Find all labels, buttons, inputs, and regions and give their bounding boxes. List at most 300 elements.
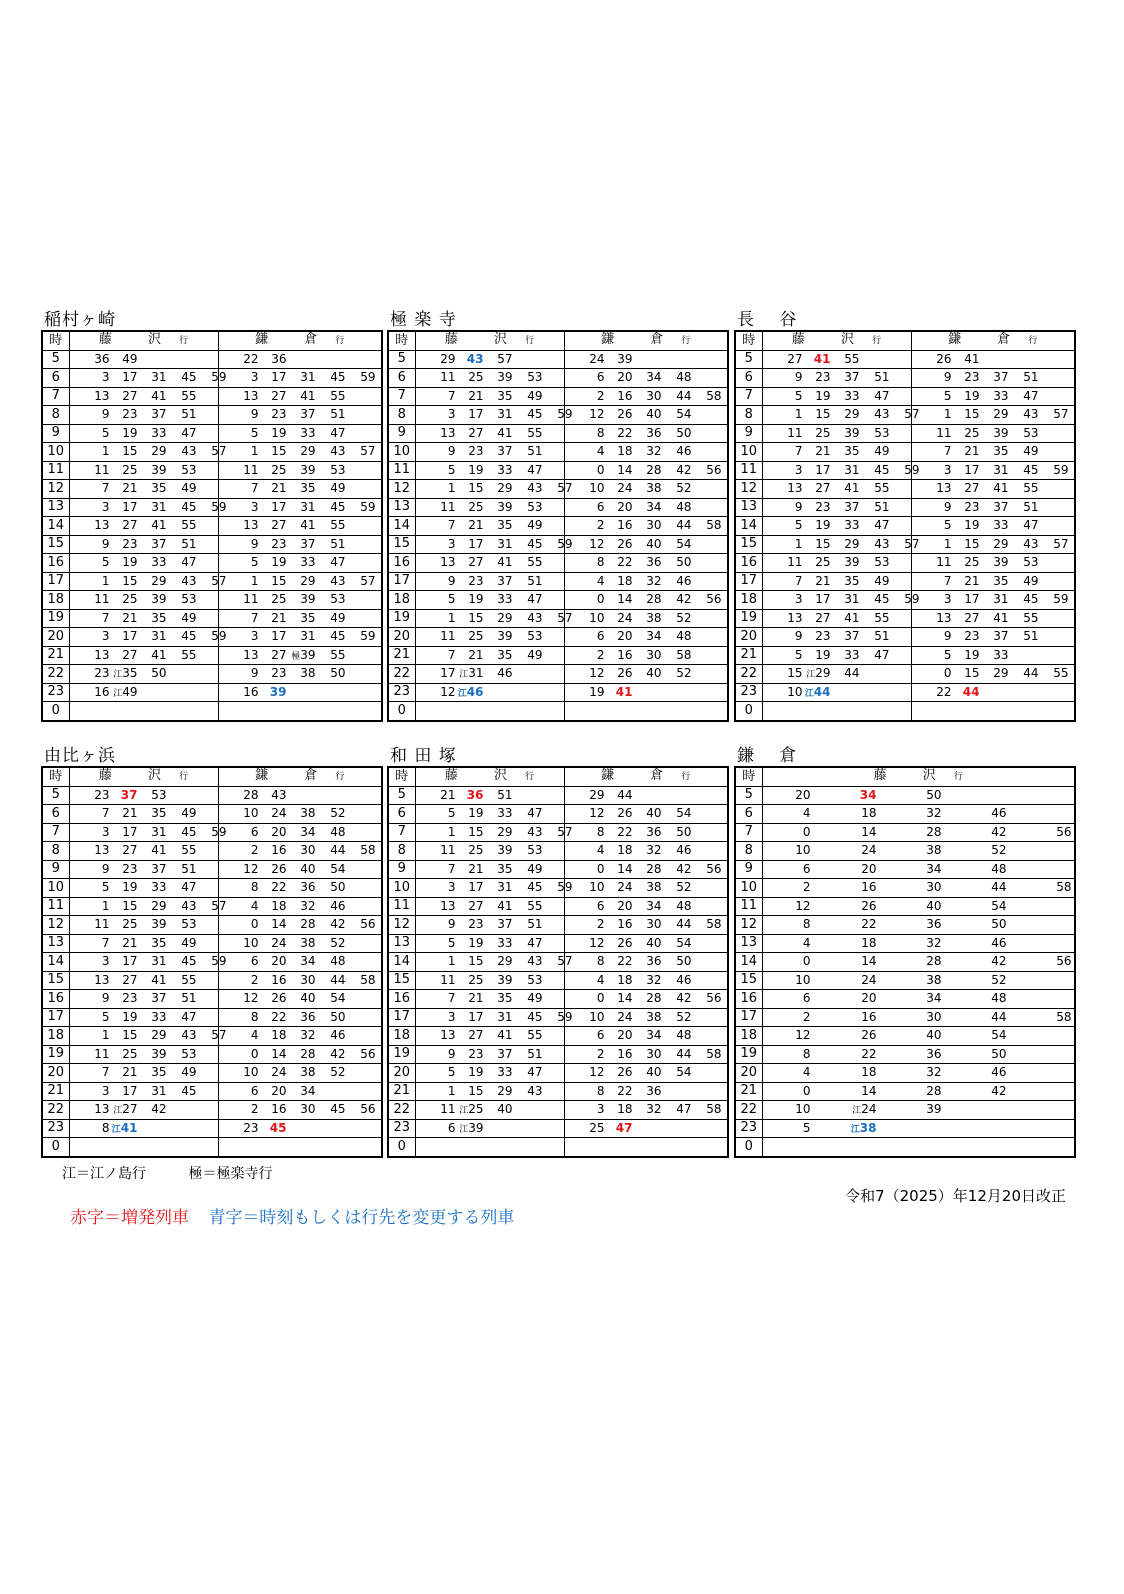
departure-minute: 39 (617, 351, 633, 366)
minutes-kamakura (218, 350, 382, 369)
departure-minute: 49 (1023, 573, 1039, 588)
departure-minute: 9 (447, 917, 456, 931)
hour-cell: 21 (42, 1082, 69, 1101)
departure-minute: 7 (101, 610, 110, 625)
departure-minute: 40 (646, 536, 662, 551)
departure-minute: 37 (844, 499, 860, 514)
departure-minute: 15 (468, 1083, 484, 1098)
departure-minute: 41 (844, 610, 860, 625)
departure-minute: 44 (676, 388, 692, 403)
departure-minute: 12 (589, 407, 605, 421)
departure-minute: 42 (991, 954, 1007, 968)
hour-row (42, 480, 382, 499)
minutes-fujisawa (69, 406, 218, 425)
hour-row (42, 387, 382, 406)
departure-minute: 47 (181, 555, 197, 569)
departure-minute: 29 (497, 610, 513, 625)
departure-minute: 55 (330, 388, 346, 403)
hour-cell: 10 (42, 879, 69, 898)
minutes-fujisawa (69, 823, 227, 842)
hour-cell: 0 (42, 702, 69, 721)
departure-minute: 31 (497, 407, 513, 421)
departure-minute: 43 (527, 824, 543, 839)
departure-minute: 57 (904, 536, 920, 551)
departure-minute: 21 (122, 806, 138, 820)
hour-row (735, 953, 1075, 972)
departure-minute: 35 (151, 481, 167, 495)
hour-row (735, 842, 1075, 861)
departure-minute: 19 (122, 1009, 138, 1024)
departure-minute: 27 (468, 425, 484, 440)
station-name: 和 田 塚 (390, 746, 457, 766)
minutes-fujisawa (69, 1138, 218, 1157)
departure-minute: 32 (926, 1065, 942, 1079)
departure-minute: 31 (844, 592, 860, 606)
departure-minute: 33 (151, 555, 167, 569)
departure-minute: 56 (360, 917, 376, 931)
departure-minute: 29 (151, 1028, 167, 1042)
departure-minute: 25 (122, 1046, 138, 1061)
hour-cell: 5 (388, 786, 415, 805)
departure-minute: 21 (815, 573, 831, 588)
departure-minute: 25 (468, 843, 484, 857)
departure-minute: 59 (557, 880, 573, 894)
departure-minute: 6 (802, 991, 811, 1005)
departure-minute: 48 (991, 861, 1007, 876)
departure-minute: 27 (964, 481, 980, 495)
departure-minute: 27 (815, 481, 831, 495)
hour-cell: 8 (735, 406, 762, 425)
station-timetable (41, 746, 381, 1158)
departure-minute: 28 (243, 787, 259, 802)
departure-minute: 30 (646, 917, 662, 931)
departure-minute: 4 (250, 1028, 259, 1042)
hour-cell: 5 (42, 350, 69, 369)
minutes-kamakura (564, 934, 728, 953)
hour-row (388, 953, 728, 972)
departure-minute: 6 (596, 1028, 605, 1042)
minutes-kamakura (218, 443, 382, 462)
hour-row (388, 934, 728, 953)
departure-minute: 0 (802, 954, 811, 968)
departure-minute: 39 (300, 592, 316, 606)
minutes-fujisawa (415, 535, 573, 554)
departure-minute: 17 (964, 592, 980, 606)
departure-minute: 43 (181, 1028, 197, 1042)
departure-minute: 1 (250, 444, 259, 458)
minutes-fujisawa (69, 842, 218, 861)
departure-minute: 30 (646, 1046, 662, 1061)
departure-minute: 12 (589, 806, 605, 820)
hour-cell: 9 (735, 860, 762, 879)
departure-minute: 44 (991, 880, 1007, 894)
minutes-fujisawa (762, 628, 911, 647)
departure-minute: 江35 (113, 666, 138, 680)
hour-cell: 11 (735, 897, 762, 916)
departure-minute: 34 (859, 787, 877, 802)
departure-minute: 39 (993, 555, 1009, 569)
departure-minute: 36 (646, 954, 662, 968)
minutes-fujisawa (415, 823, 573, 842)
hour-cell: 7 (42, 387, 69, 406)
departure-minute: 57 (904, 407, 920, 421)
departure-minute: 江38 (850, 1120, 877, 1135)
hour-row (42, 860, 382, 879)
departure-minute: 4 (596, 573, 605, 588)
hour-row (388, 805, 728, 824)
departure-minute: 2 (250, 1102, 259, 1116)
hour-row (735, 971, 1075, 990)
departure-minute: 17 (271, 370, 287, 384)
departure-minute: 41 (497, 1028, 513, 1042)
departure-minute: 11 (787, 425, 803, 440)
departure-minute: 9 (101, 536, 110, 551)
departure-minute: 18 (861, 806, 877, 820)
departure-minute: 43 (271, 787, 287, 802)
departure-minute: 45 (181, 954, 197, 968)
departure-minute: 江44 (804, 684, 831, 699)
minutes-kamakura (564, 609, 728, 628)
header-row (388, 767, 728, 786)
departure-minute: 23 (815, 629, 831, 643)
departure-minute: 21 (271, 481, 287, 495)
hour-cell: 7 (388, 823, 415, 842)
minutes-fujisawa (415, 591, 564, 610)
hour-cell: 0 (735, 1138, 762, 1157)
departure-minute: 25 (122, 592, 138, 606)
departure-minute: 20 (617, 629, 633, 643)
departure-minute: 3 (943, 462, 952, 477)
minutes-kamakura (564, 879, 728, 898)
departure-minute: 23 (122, 861, 138, 876)
departure-minute: 57 (211, 1028, 227, 1042)
departure-minute: 39 (300, 462, 316, 477)
departure-minute: 12 (589, 935, 605, 950)
departure-minute: 1 (447, 610, 456, 625)
departure-minute: 35 (497, 991, 513, 1005)
departure-minute: 14 (617, 991, 633, 1005)
departure-minute: 29 (440, 351, 456, 366)
departure-minute: 56 (706, 991, 722, 1005)
hour-row (388, 498, 728, 517)
departure-minute: 9 (447, 1046, 456, 1061)
departure-minute: 江31 (459, 666, 484, 680)
color-legend (70, 1203, 514, 1228)
departure-minute: 38 (300, 935, 316, 950)
departure-minute: 8 (596, 954, 605, 968)
departure-minute: 22 (861, 1046, 877, 1061)
destination-prefix: 江 (113, 670, 123, 680)
departure-minute: 36 (300, 1009, 316, 1024)
hour-cell: 22 (388, 1101, 415, 1120)
departure-minute: 51 (527, 917, 543, 931)
departure-minute: 46 (330, 898, 346, 913)
hour-cell: 18 (388, 1027, 415, 1046)
departure-minute: 28 (926, 954, 942, 968)
departure-minute: 7 (447, 518, 456, 532)
departure-minute: 7 (447, 991, 456, 1005)
departure-minute: 4 (596, 444, 605, 458)
header-row (388, 331, 728, 350)
departure-minute: 15 (271, 573, 287, 588)
minutes-fujisawa (69, 424, 218, 443)
departure-minute: 23 (243, 1120, 259, 1135)
departure-minute: 14 (861, 824, 877, 839)
minutes-kamakura (218, 897, 382, 916)
departure-minute: 54 (676, 935, 692, 950)
departure-minute: 26 (617, 935, 633, 950)
departure-minute: 21 (815, 444, 831, 458)
hour-row (388, 535, 728, 554)
minutes-fujisawa (415, 517, 564, 536)
destination-prefix: 江 (111, 1124, 121, 1135)
departure-minute: 0 (943, 666, 952, 680)
station-timetable (734, 310, 1074, 722)
departure-minute: 26 (861, 898, 877, 913)
hour-header: 時 (42, 331, 69, 350)
hour-cell: 7 (735, 823, 762, 842)
departure-minute: 江25 (459, 1102, 484, 1116)
departure-minute: 33 (300, 425, 316, 440)
departure-minute: 14 (617, 462, 633, 477)
minutes-fujisawa (69, 387, 218, 406)
departure-minute: 6 (250, 824, 259, 839)
departure-minute: 23 (94, 787, 110, 802)
departure-minute: 11 (243, 592, 259, 606)
hour-row (42, 702, 382, 721)
departure-minute: 55 (181, 388, 197, 403)
departure-minute: 55 (330, 518, 346, 532)
departure-minute: 50 (676, 425, 692, 440)
hour-row (735, 879, 1075, 898)
hour-row (42, 498, 382, 517)
departure-minute: 59 (360, 629, 376, 643)
departure-minute: 23 (468, 573, 484, 588)
departure-minute: 34 (926, 861, 942, 876)
departure-minute: 43 (527, 1083, 543, 1098)
hour-cell: 9 (735, 424, 762, 443)
header-row (42, 767, 382, 786)
minutes-kamakura (218, 823, 382, 842)
station-name: 長 谷 (737, 310, 798, 330)
minutes-fujisawa (69, 591, 218, 610)
hour-cell: 6 (735, 369, 762, 388)
minutes-fujisawa (69, 860, 218, 879)
departure-minute: 58 (706, 1046, 722, 1061)
hour-cell: 16 (388, 554, 415, 573)
departure-minute: 35 (151, 610, 167, 625)
departure-minute: 59 (211, 629, 227, 643)
departure-minute: 41 (813, 351, 831, 366)
departure-minute: 17 (122, 629, 138, 643)
hour-row (388, 823, 728, 842)
hour-header: 時 (388, 331, 415, 350)
departure-minute: 51 (181, 407, 197, 421)
departure-minute: 35 (844, 573, 860, 588)
hour-row (42, 916, 382, 935)
departure-minute: 30 (300, 972, 316, 987)
departure-minute: 33 (993, 647, 1009, 662)
minutes-kamakura (911, 683, 1075, 702)
departure-minute: 36 (646, 824, 662, 839)
departure-minute: 4 (596, 972, 605, 987)
departure-minute: 22 (617, 1083, 633, 1098)
departure-minute: 29 (844, 407, 860, 421)
minutes-kamakura (564, 702, 728, 721)
departure-minute: 8 (596, 1083, 605, 1098)
departure-minute: 11 (440, 370, 456, 384)
departure-minute: 19 (589, 684, 605, 699)
minutes-fujisawa (69, 350, 218, 369)
departure-minute: 13 (440, 555, 456, 569)
departure-minute: 45 (527, 1009, 543, 1024)
minutes-fujisawa (762, 646, 911, 665)
departure-minute: 43 (1023, 407, 1039, 421)
departure-minute: 3 (447, 880, 456, 894)
departure-minute: 20 (617, 898, 633, 913)
minutes-fujisawa (415, 424, 564, 443)
departure-minute: 35 (497, 647, 513, 662)
departure-minute: 23 (964, 629, 980, 643)
minutes-kamakura (218, 1138, 382, 1157)
departure-minute: 6 (250, 1083, 259, 1098)
departure-minute: 11 (787, 555, 803, 569)
departure-minute: 24 (861, 972, 877, 987)
hour-row (735, 897, 1075, 916)
minutes-fujisawa (415, 350, 564, 369)
direction-kamakura: 鎌 倉 行 (564, 331, 728, 350)
minutes-kamakura (911, 424, 1075, 443)
departure-minute: 19 (964, 388, 980, 403)
departure-minute: 44 (617, 787, 633, 802)
departure-minute: 2 (596, 647, 605, 662)
departure-minute: 29 (497, 1083, 513, 1098)
minutes-kamakura (911, 443, 1075, 462)
departure-minute: 46 (497, 666, 513, 680)
minutes-kamakura (218, 517, 382, 536)
departure-minute: 3 (794, 462, 803, 477)
departure-minute: 6 (447, 1120, 456, 1135)
departure-minute: 51 (181, 991, 197, 1005)
departure-minute: 8 (596, 425, 605, 440)
departure-minute: 55 (844, 351, 860, 366)
minutes-kamakura (218, 628, 382, 647)
departure-minute: 49 (181, 935, 197, 950)
departure-minute: 56 (1056, 824, 1072, 839)
hour-cell: 7 (735, 387, 762, 406)
timetable-table (387, 766, 729, 1158)
minutes-fujisawa (69, 934, 218, 953)
departure-minute: 49 (181, 610, 197, 625)
minutes-kamakura (564, 1138, 728, 1157)
hour-row (42, 591, 382, 610)
departure-minute: 12 (589, 536, 605, 551)
departure-minute: 13 (94, 518, 110, 532)
departure-minute: 13 (94, 388, 110, 403)
minutes-fujisawa (69, 702, 218, 721)
departure-minute: 44 (330, 972, 346, 987)
departure-minute: 59 (557, 1009, 573, 1024)
departure-minute: 18 (617, 573, 633, 588)
departure-minute: 19 (815, 518, 831, 532)
minutes-fujisawa (762, 683, 911, 702)
departure-minute: 42 (676, 592, 692, 606)
hour-cell: 9 (388, 424, 415, 443)
departure-minute: 35 (151, 935, 167, 950)
departure-minute: 47 (527, 935, 543, 950)
departure-minute: 47 (527, 462, 543, 477)
departure-minute: 31 (151, 954, 167, 968)
departure-minute: 51 (1023, 629, 1039, 643)
timetable-table (41, 330, 383, 722)
departure-minute: 30 (926, 880, 942, 894)
minutes-fujisawa (69, 879, 218, 898)
departure-minute: 9 (101, 407, 110, 421)
departure-minute: 58 (706, 518, 722, 532)
departure-minute: 37 (151, 536, 167, 551)
minutes-kamakura (564, 628, 728, 647)
departure-minute: 3 (794, 592, 803, 606)
departure-minute: 21 (468, 388, 484, 403)
minutes-kamakura (911, 369, 1075, 388)
departure-minute: 30 (646, 647, 662, 662)
departure-minute: 16 (271, 1102, 287, 1116)
hour-cell: 12 (735, 480, 762, 499)
departure-minute: 21 (468, 518, 484, 532)
hour-row (388, 350, 728, 369)
minutes-kamakura (218, 572, 382, 591)
minutes-fujisawa (762, 480, 911, 499)
hour-row (42, 786, 382, 805)
departure-minute: 47 (181, 880, 197, 894)
departure-minute: 40 (926, 898, 942, 913)
minutes-fujisawa (762, 953, 1075, 972)
departure-minute: 45 (1023, 462, 1039, 477)
departure-minute: 32 (646, 573, 662, 588)
departure-minute: 48 (330, 824, 346, 839)
destination-prefix: 江 (459, 670, 469, 680)
departure-minute: 32 (300, 898, 316, 913)
departure-minute: 7 (101, 1065, 110, 1079)
departure-minute: 38 (300, 1065, 316, 1079)
hour-row (735, 572, 1075, 591)
departure-minute: 13 (243, 388, 259, 403)
departure-minute: 29 (300, 444, 316, 458)
destination-prefix: 江 (113, 688, 123, 699)
departure-minute: 江27 (113, 1102, 138, 1116)
minutes-kamakura (564, 646, 728, 665)
departure-minute: 25 (964, 555, 980, 569)
minutes-fujisawa (415, 498, 564, 517)
departure-minute: 10 (243, 1065, 259, 1079)
departure-minute: 45 (527, 407, 543, 421)
hour-cell: 13 (388, 498, 415, 517)
departure-minute: 20 (617, 1028, 633, 1042)
hour-row (42, 1082, 382, 1101)
departure-minute: 41 (844, 481, 860, 495)
departure-minute: 13 (94, 972, 110, 987)
departure-minute: 49 (527, 861, 543, 876)
hour-cell: 11 (42, 461, 69, 480)
hour-cell: 12 (42, 916, 69, 935)
minutes-kamakura (564, 1008, 728, 1027)
departure-minute: 2 (802, 880, 811, 894)
departure-minute: 22 (617, 555, 633, 569)
departure-minute: 9 (250, 666, 259, 680)
minutes-fujisawa (69, 646, 218, 665)
hour-row (388, 646, 728, 665)
departure-minute: 57 (211, 898, 227, 913)
